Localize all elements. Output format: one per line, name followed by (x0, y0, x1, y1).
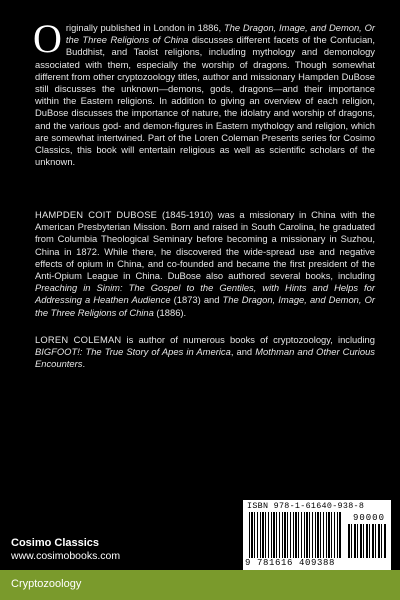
publisher-block (11, 537, 120, 563)
isbn-text: ISBN 978-1-61640-938-8 (247, 501, 365, 511)
synopsis-text: riginally published in London in 1886, (65, 22, 224, 33)
bio-text: (1873) and (170, 294, 223, 306)
barcode-bars (249, 512, 341, 558)
bio-text: (1845-1910) was a missionary in China with the American Presbyterian Mission. Born and raised in South Carolina, he graduated from Columbia Theological Seminary before becoming a missionary in Suzhou, China in 1872. While there, he discovered the wide-spread use and negative effects of opium in China, and co-founded and became the first president of the Anti-Opium League in China. DuBose also authored several books, including (35, 209, 375, 282)
bio-text: (1886). (153, 306, 187, 318)
synopsis-paragraph (33, 16, 375, 168)
book-title-italic: Mothman and Other Curious Encounters (35, 346, 375, 370)
bio-text: , and (230, 346, 256, 358)
ean-number: 9 781616 409388 (245, 558, 336, 568)
author-name: HAMPDEN COIT DUBOSE (35, 209, 158, 220)
publisher-name: Cosimo Classics (11, 537, 100, 549)
author-bio-dubose (35, 209, 375, 319)
author-name: LOREN COLEMAN (35, 334, 122, 345)
synopsis-text: discusses different facets of the Confucian, Buddhist, and Taoist religions, including mythology and demonology associated with them, especially the worship of dragons. Though somewhat different from other cryptozoology titles, author and missionary Hampden DuBose still discusses the unknown—demons, gods, dragons—and their importance within the Eastern religions. In addition to giving an overview of each religion, DuBose discusses the importance of nature, the idolatry and worship of dragons, and the various god- and demon-figures in Eastern mythology and religion, which are somewhat intertwined. Part of the Loren Coleman Presents series for Cosimo Classics, this book will entertain religious as well as scientific scholars of the unknown. (35, 34, 375, 168)
category-label: Cryptozoology (11, 578, 82, 590)
bio-text: . (82, 358, 86, 370)
book-title-italic: The Dragon, Image, and Demon, Or the Three Religions of China (35, 294, 375, 318)
book-title-italic: The Dragon, Image, and Demon, Or the Three Religions of China (65, 22, 375, 46)
book-title-italic: Preaching in Sinim: The Gospel to the Gentiles, with Hints and Helps for Addressing a Heathen Audience (35, 282, 375, 306)
price-code: 90000 (352, 513, 385, 523)
book-title-italic: BIGFOOT!: The True Story of Apes in America (35, 346, 231, 358)
price-barcode-bars (348, 524, 386, 558)
isbn-barcode (243, 500, 391, 572)
bio-text: is author of numerous books of cryptozoology, including (121, 334, 375, 345)
drop-cap: O (33, 16, 62, 61)
author-bio-coleman (35, 334, 375, 371)
publisher-url: www.cosimobooks.com (11, 550, 121, 562)
